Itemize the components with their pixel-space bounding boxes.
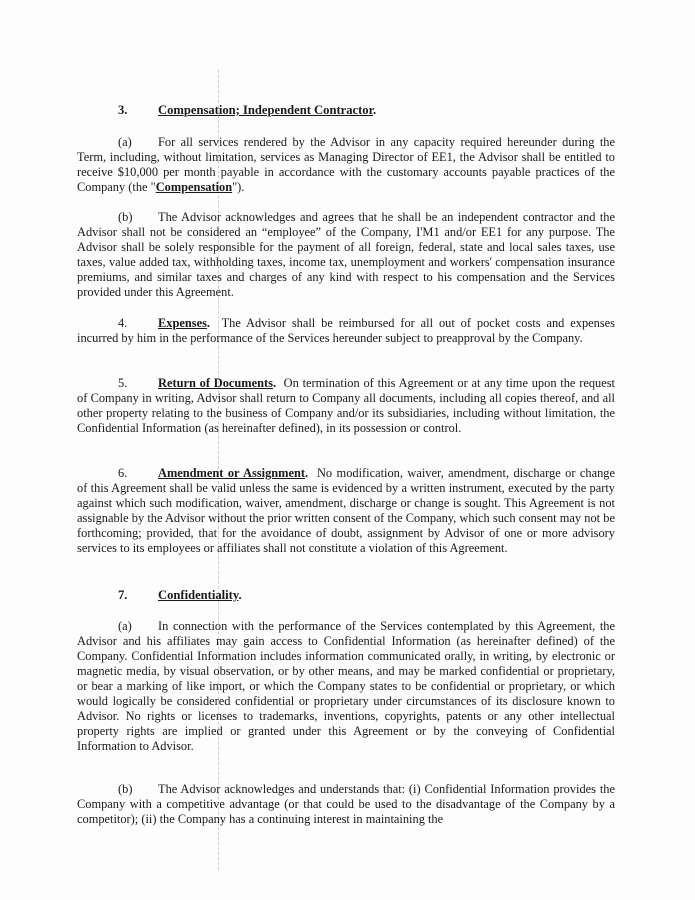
section-7-heading: 7. Confidentiality. <box>118 588 242 602</box>
section-title: Compensation; Independent Contractor <box>158 103 374 117</box>
section-7b-paragraph: (b) The Advisor acknowledges and understands that: (i) Confidential Information provides the Company with a competitive advantage (or that could be used to the disadvantage of the Company by a competitor); (ii) the Company has a continuing interest in maintaining the <box>77 782 615 826</box>
clause-label: (a) <box>118 619 132 633</box>
section-number: 3. <box>118 103 128 117</box>
section-6-paragraph: 6. Amendment or Assignment. No modification, waiver, amendment, discharge or change of this Agreement shall be valid unless the same is evidenced by a written instrument, executed by the party against which such modification, waiver, amendment, discharge or change is sought. This Agreement is not assignable by the Advisor without the prior written consent of the Company, which such consent may not be forthcoming; provided, that for the avoidance of doubt, assignment by Advisor of one or more advisory services to its employees or affiliates shall not constitute a violation of this Agreement. <box>77 466 615 555</box>
section-7a-paragraph: (a) In connection with the performance of the Services contemplated by this Agreement, the Advisor and his affiliates may gain access to Confidential Information (as hereinafter defined) of the Company. Confidential Information includes information communicated orally, in writing, by electronic or magnetic media, by visual observation, or by other means, and may be marked confidential or proprietary, or bear a marking of like import, or which the Company states to be confidential or proprietary, or which would logically be considered confidential or proprietary under circumstances of its disclosure known to Advisor. No rights or licenses to trademarks, inventions, copyrights, patents or any other intellectual property rights are implied or granted under this Agreement or by the conveying of Confidential Information to Advisor. <box>77 619 615 753</box>
clause-label: (a) <box>118 135 132 149</box>
section-3a-paragraph: (a) For all services rendered by the Advisor in any capacity required hereunder during the Term, including, without limitation, services as Managing Director of EE1, the Advisor shall be entitled to receive $10,000 per month payable in accordance with the customary accounts payable practices of the Company (the "Compensation"). <box>77 135 615 194</box>
section-title: Confidentiality <box>158 588 239 602</box>
clause-label: (b) <box>118 210 133 224</box>
clause-label: (b) <box>118 782 133 796</box>
section-title: Amendment or Assignment <box>158 466 305 480</box>
section-title: Expenses <box>158 316 207 330</box>
section-5-paragraph: 5. Return of Documents. On termination of this Agreement or at any time upon the request of Company in writing, Advisor shall return to Company all documents, including all copies thereof, and all other property relating to the business of Company and/or its subsidiaries, including without limitation, the Confidential Information (as hereinafter defined), in its possession or control. <box>77 376 615 435</box>
section-number: 6. <box>118 466 128 480</box>
section-3b-paragraph: (b) The Advisor acknowledges and agrees that he shall be an independent contractor and the Advisor shall not be considered an “employee” of the Company, I'M1 and/or EE1 for any purpose. The Advisor shall be solely responsible for the payment of all foreign, federal, state and local sales taxes, use taxes, value added tax, withholding taxes, income tax, unemployment and workers' compensation insurance premiums, and similar taxes and charges of any kind with respect to his compensation and the Services provided under this Agreement. <box>77 210 615 299</box>
defined-term: Compensation <box>155 180 233 194</box>
section-4-paragraph: 4. Expenses. The Advisor shall be reimbursed for all out of pocket costs and expenses incurred by him in the performance of the Services hereunder subject to preapproval by the Company. <box>77 316 615 345</box>
section-3-heading: 3. Compensation; Independent Contractor. <box>118 103 377 117</box>
section-title: Return of Documents <box>158 376 273 390</box>
section-number: 4. <box>118 316 128 330</box>
section-number: 7. <box>118 588 128 602</box>
section-number: 5. <box>118 376 128 390</box>
